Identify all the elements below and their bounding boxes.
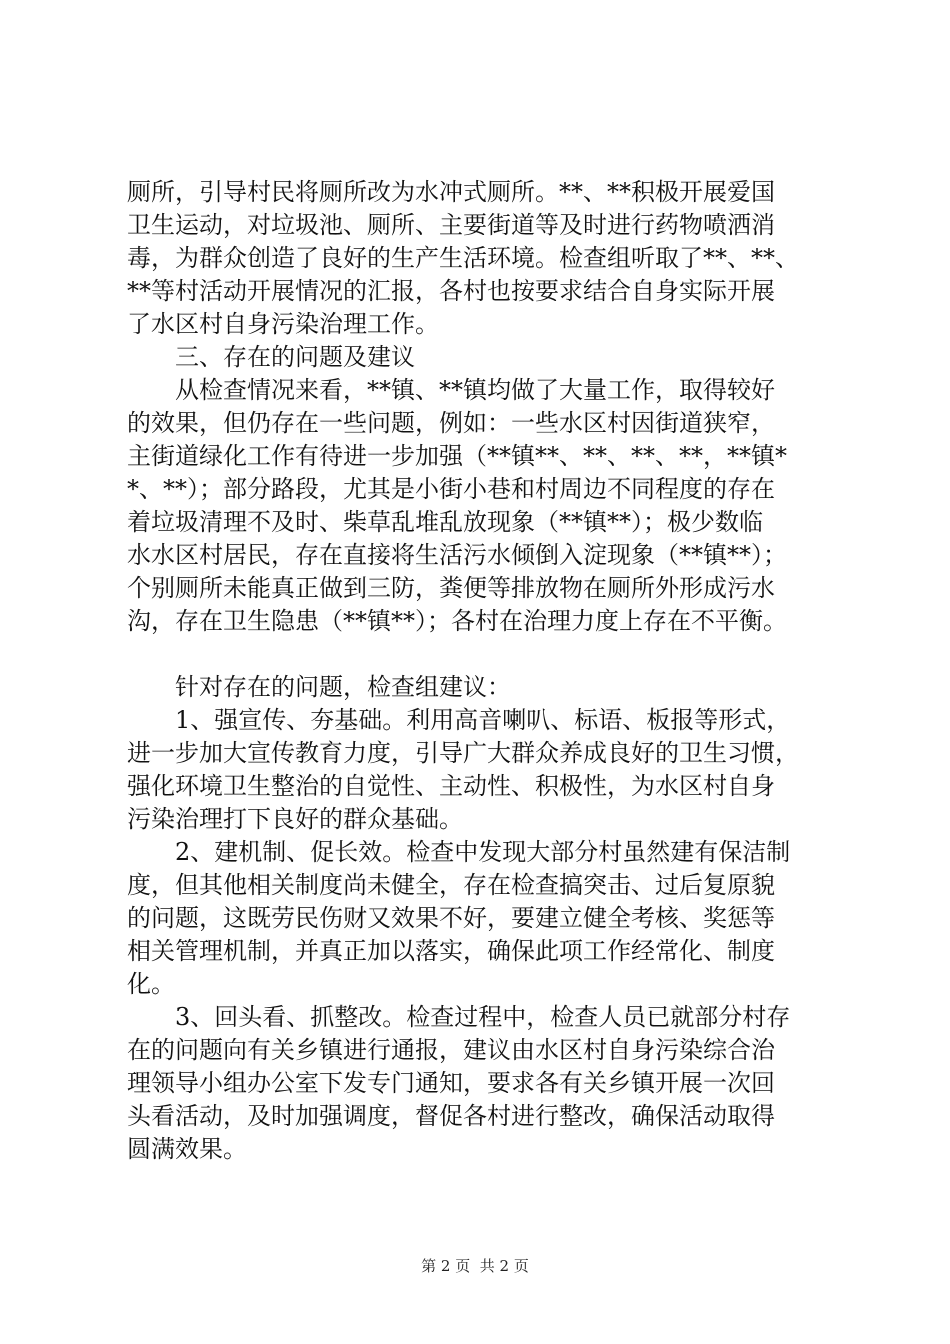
page-number-footer: 第 2 页 共 2 页 [421, 1257, 529, 1275]
text-line: 3、回头看、抓整改。检查过程中，检查人员已就部分村存 [127, 1003, 791, 1031]
text-line: 厕所，引导村民将厕所改为水冲式厕所。**、**积极开展爱国 [127, 178, 775, 206]
text-line: 头看活动，及时加强调度，督促各村进行整改，确保活动取得 [127, 1102, 775, 1130]
text-line: **等村活动开展情况的汇报，各村也按要求结合自身实际开展 [127, 277, 775, 305]
text-line: 圆满效果。 [127, 1135, 247, 1163]
text-line: 了水区村自身污染治理工作。 [127, 310, 439, 338]
text-line: 度，但其他相关制度尚未健全，存在检查搞突击、过后复原貌 [127, 871, 775, 899]
text-line: 针对存在的问题，检查组建议： [127, 673, 511, 701]
text-line: 化。 [127, 970, 175, 998]
text-line: 的效果，但仍存在一些问题，例如：一些水区村因街道狭窄， [127, 409, 775, 437]
text-line: 的问题，这既劳民伤财又效果不好，要建立健全考核、奖惩等 [127, 904, 775, 932]
text-line: 沟，存在卫生隐患（**镇**）；各村在治理力度上存在不平衡。 [127, 607, 787, 635]
section-heading: 三、存在的问题及建议 [127, 343, 415, 371]
text-line: 在的问题向有关乡镇进行通报，建议由水区村自身污染综合治 [127, 1036, 775, 1064]
text-line: 强化环境卫生整治的自觉性、主动性、积极性，为水区村自身 [127, 772, 775, 800]
text-line: 理领导小组办公室下发专门通知，要求各有关乡镇开展一次回 [127, 1069, 775, 1097]
text-line: 进一步加大宣传教育力度，引导广大群众养成良好的卫生习惯， [127, 739, 799, 767]
text-line: 1、强宣传、夯基础。利用高音喇叭、标语、板报等形式， [127, 706, 791, 734]
text-line: 毒，为群众创造了良好的生产生活环境。检查组听取了**、**、 [127, 244, 799, 272]
text-line: 个别厕所未能真正做到三防，粪便等排放物在厕所外形成污水 [127, 574, 775, 602]
text-line: 着垃圾清理不及时、柴草乱堆乱放现象（**镇**）；极少数临 [127, 508, 763, 536]
text-line: 污染治理打下良好的群众基础。 [127, 805, 463, 833]
text-line: 卫生运动，对垃圾池、厕所、主要街道等及时进行药物喷洒消 [127, 211, 775, 239]
text-line: 从检查情况来看，**镇、**镇均做了大量工作，取得较好 [127, 376, 775, 404]
text-line: 水水区村居民，存在直接将生活污水倾倒入淀现象（**镇**）； [127, 541, 787, 569]
document-body [127, 176, 827, 1166]
text-line: 相关管理机制，并真正加以落实，确保此项工作经常化、制度 [127, 937, 775, 965]
text-line: 2、建机制、促长效。检查中发现大部分村虽然建有保洁制 [127, 838, 791, 866]
paragraph-gap [127, 638, 827, 671]
text-line: 主街道绿化工作有待进一步加强（**镇**、**、**、**，**镇* [127, 442, 787, 470]
text-line: *、**）；部分路段，尤其是小街小巷和村周边不同程度的存在 [127, 475, 775, 503]
